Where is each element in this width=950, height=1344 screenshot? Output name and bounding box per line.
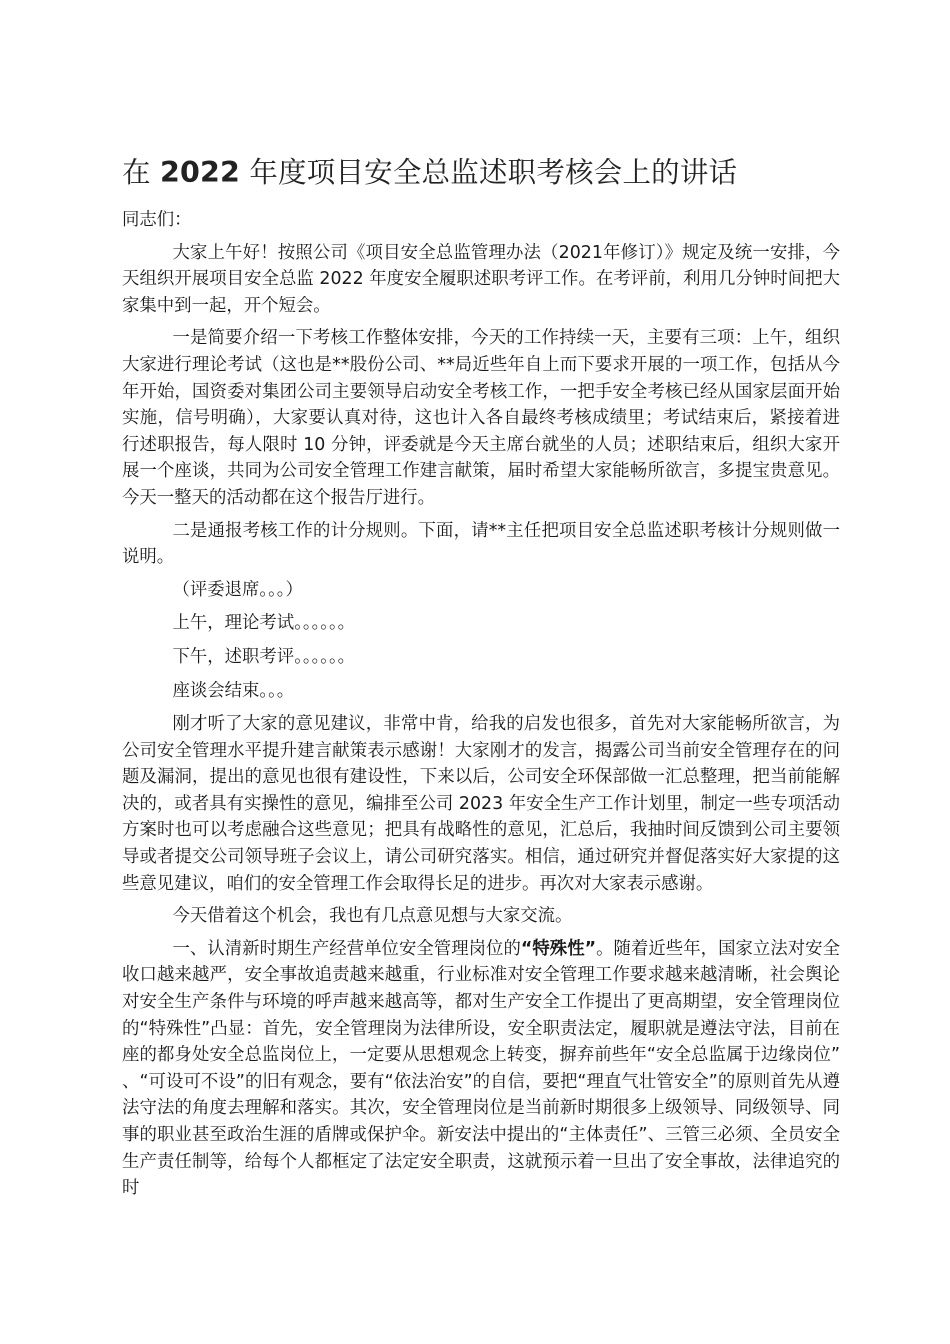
- title-suffix: 年度项目安全总监述职考核会上的讲话: [249, 156, 738, 189]
- title-prefix: 在: [122, 156, 151, 189]
- section-one-lead: 一、认清新时期生产经营单位安全管理岗位的: [172, 938, 521, 959]
- section-one-emphasis: “特殊性”: [520, 938, 597, 959]
- title-year: 2022: [159, 156, 241, 189]
- paragraph-thanks: 刚才听了大家的意见建议，非常中肯，给我的启发也很多，首先对大家能畅所欲言，为公司安全管理水平提升建言献策表示感谢！大家刚才的发言，揭露公司当前安全管理存在的问题及漏洞，提出的意见也很有建设性，下来以后，公司安全环保部做一汇总整理，把当前能解决的，或者具有实操性的意见，编排至公司 2023 年安全生产工作计划里，制定一些专项活动方案时也可以考虑融合这些意见；把具有战略性的意见，汇总后，我抽时间反馈到公司主要领导或者提交公司领导班子会议上，请公司研究落实。相信，通过研究并督促落实好大家提的这些意见建议，咱们的安全管理工作会取得长足的进步。再次对大家表示感谢。: [122, 714, 840, 894]
- section-one-text: 。随着近些年，国家立法对安全收口越来越严，安全事故追责越来越重，行业标准对安全管理工作要求越来越清晰，社会舆论对安全生产条件与环境的呼声越来越高等，都对生产安全工作提出了更高期望，安全管理岗位的“特殊性”凸显：首先，安全管理岗为法律所设，安全职责法定，履职就是遵法守法，目前在座的都身处安全总监岗位上，一定要从思想观念上转变，摒弃前些年“安全总监属于边缘岗位”、“可设可不设”的旧有观念，要有“依法治安”的自信，要把“理直气壮管安全”的原则首先从遵法守法的角度去理解和落实。其次，安全管理岗位是当前新时期很多上级领导、同级领导、同事的职业甚至政治生涯的盾牌或保护伞。新安法中提出的“主体责任”、三管三必须、全员安全生产责任制等，给每个人都框定了法定安全职责，这就预示着一旦出了安全事故，法律追究的时: [122, 938, 840, 1199]
- paragraph-morning-exam: 上午，理论考试。。。。。。: [172, 613, 356, 634]
- paragraph-section-one: [122, 936, 840, 1202]
- document-body: [122, 207, 840, 1208]
- paragraph-arrangement: 一是简要介绍一下考核工作整体安排，今天的工作持续一天，主要有三项：上午，组织大家进行理论考试（这也是**股份公司、**局近些年自上而下要求开展的一项工作，包括从今年开始，国资委对集团公司主要领导启动安全考核工作，一把手安全考核已经从国家层面开始实施，信号明确），大家要认真对待，这也计入各自最终考核成绩里；考试结束后，紧接着进行述职报告，每人限时 10 分钟，评委就是今天主席台就坐的人员；述职结束后，组织大家开展一个座谈，共同为公司安全管理工作建言献策，届时希望大家能畅所欲言，多提宝贵意见。今天一整天的活动都在这个报告厅进行。: [122, 328, 840, 508]
- paragraph-exchange: 今天借着这个机会，我也有几点意见想与大家交流。: [172, 906, 573, 927]
- paragraph-afternoon-review: 下午，述职考评。。。。。。: [172, 646, 356, 667]
- paragraph-judges-leave: （评委退席。。。）: [172, 579, 303, 600]
- document-title: [122, 150, 840, 196]
- salutation: 同志们：: [122, 210, 192, 230]
- paragraph-scoring-rules: 二是通报考核工作的计分规则。下面，请**主任把项目安全总监述职考核计分规则做一说明。: [122, 520, 840, 568]
- paragraph-forum-end: 座谈会结束。。。: [172, 680, 295, 701]
- paragraph-opening: 大家上午好！按照公司《项目安全总监管理办法（2021年修订）》规定及统一安排，今天组织开展项目安全总监 2022 年度安全履职述职考评工作。在考评前，利用几分钟时间把大家集中到一起，开个短会。: [122, 242, 840, 316]
